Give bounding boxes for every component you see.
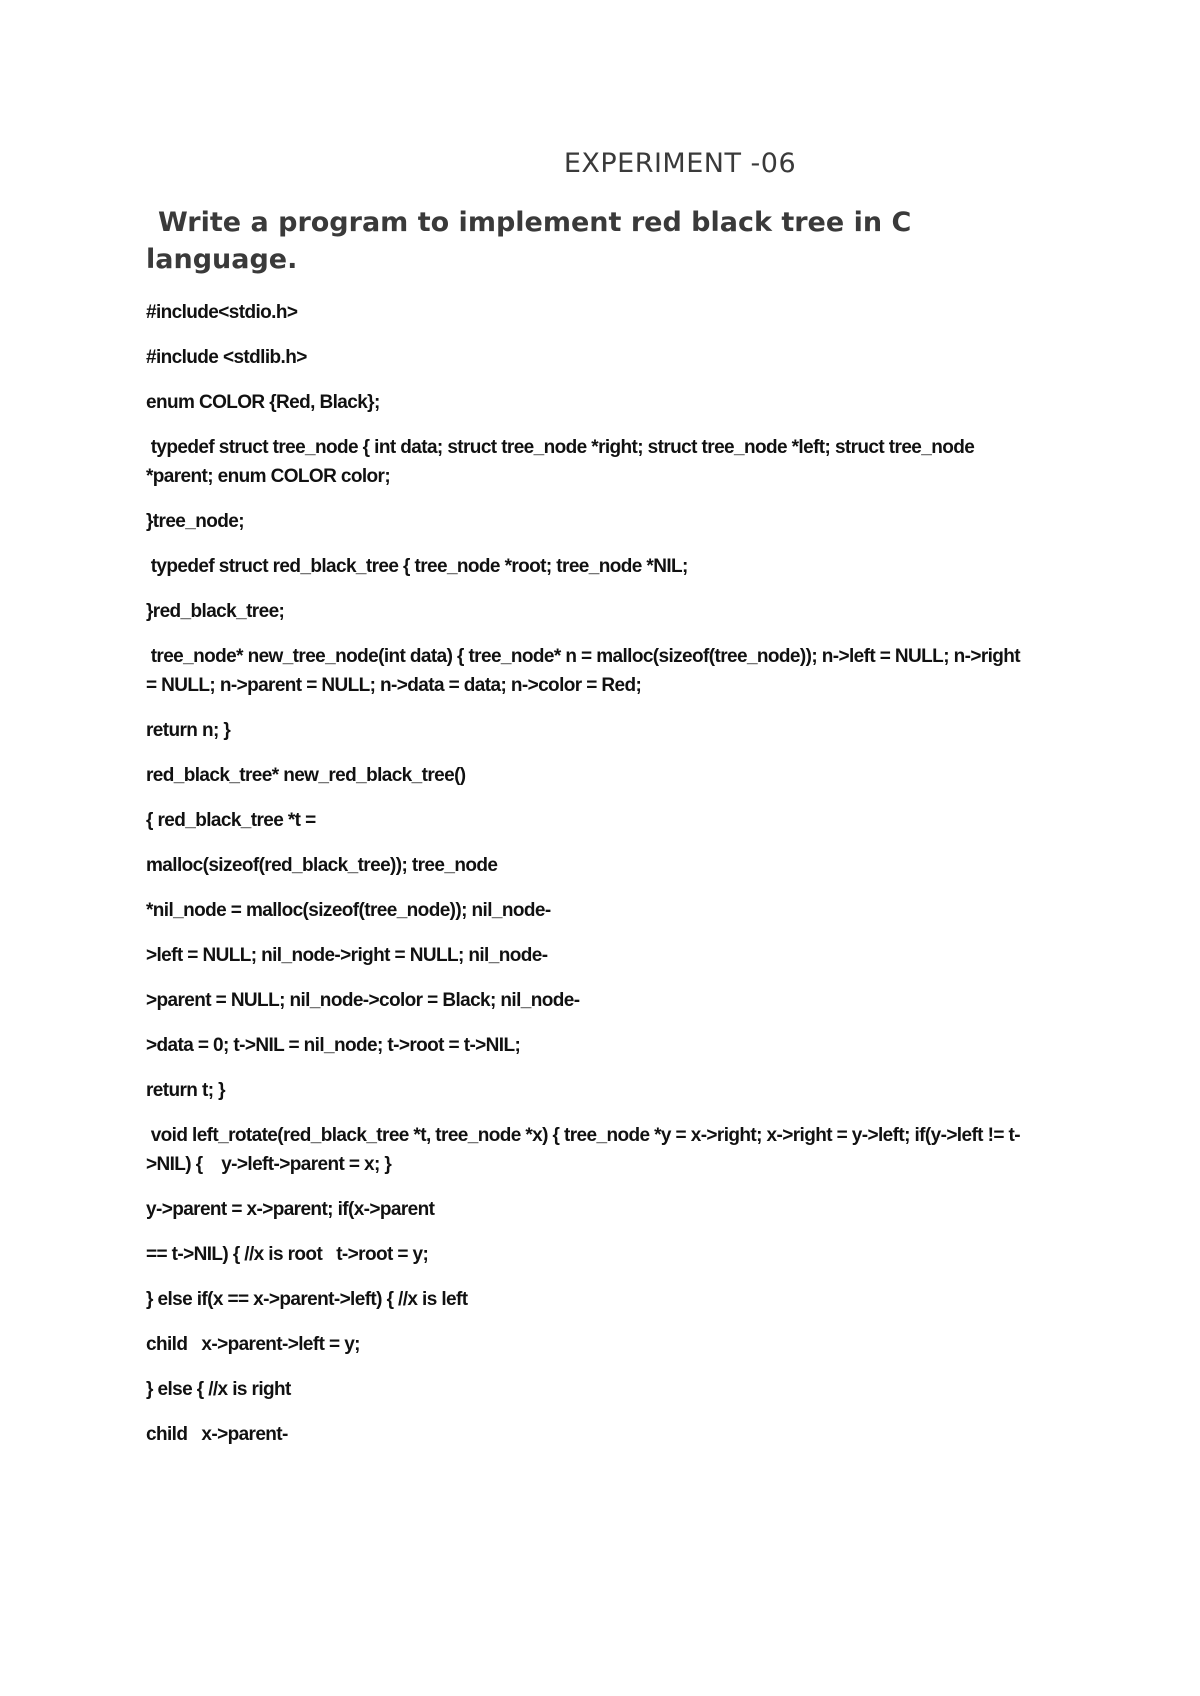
code-line: >left = NULL; nil_node->right = NULL; nil_node- (146, 945, 548, 966)
code-line: void left_rotate(red_black_tree *t, tree_node *x) { tree_node *y = x->right; x->right = y->left; if(y->left != t->NIL) { y->left->parent = x; } (146, 1125, 1020, 1175)
code-line: return t; } (146, 1080, 225, 1101)
code-line: } else { //x is right (146, 1379, 291, 1400)
code-line: >data = 0; t->NIL = nil_node; t->root = t->NIL; (146, 1035, 521, 1056)
code-line: return n; } (146, 720, 231, 741)
code-line: red_black_tree* new_red_black_tree() (146, 765, 466, 786)
code-line: }red_black_tree; (146, 601, 285, 622)
task-statement: Write a program to implement red black tree in C language. (146, 207, 912, 275)
code-line: >parent = NULL; nil_node->color = Black; nil_node- (146, 990, 580, 1011)
code-line: child x->parent->left = y; (146, 1334, 360, 1355)
code-line: == t->NIL) { //x is root t->root = y; (146, 1244, 429, 1265)
code-line: typedef struct red_black_tree { tree_node *root; tree_node *NIL; (146, 556, 688, 577)
code-line: malloc(sizeof(red_black_tree)); tree_node (146, 855, 498, 876)
code-listing (146, 298, 1026, 1465)
code-line: #include <stdlib.h> (146, 347, 307, 368)
code-line: enum COLOR {Red, Black}; (146, 392, 380, 413)
code-line: { red_black_tree *t = (146, 810, 316, 831)
code-line: tree_node* new_tree_node(int data) { tree_node* n = malloc(sizeof(tree_node)); n->left = NULL; n->right = NULL; n->parent = NULL; n->data = data; n->color = Red; (146, 646, 1025, 696)
experiment-title: EXPERIMENT -06 (563, 148, 797, 179)
code-line: } else if(x == x->parent->left) { //x is left (146, 1289, 468, 1310)
code-line: child x->parent- (146, 1424, 288, 1445)
code-line: }tree_node; (146, 511, 244, 532)
code-line: *nil_node = malloc(sizeof(tree_node)); nil_node- (146, 900, 551, 921)
code-line: y->parent = x->parent; if(x->parent (146, 1199, 435, 1220)
code-line: typedef struct tree_node { int data; struct tree_node *right; struct tree_node *left; struct tree_node *parent; enum COLOR color; (146, 437, 979, 487)
code-line: #include<stdio.h> (146, 302, 298, 323)
